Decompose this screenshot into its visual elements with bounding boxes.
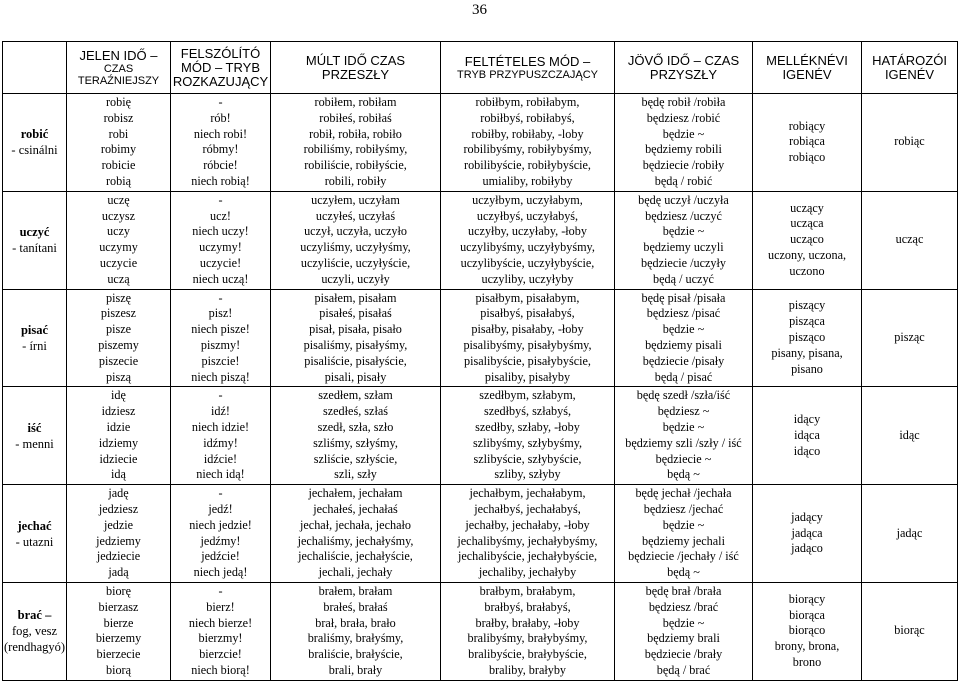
cell-line: jechali, jechały [318, 565, 393, 580]
cell-line: pisany, pisana, [771, 345, 843, 360]
cell-line: niech pisze! [191, 322, 250, 337]
cell-line: idzie [106, 419, 131, 434]
adj-participle-cell [753, 582, 862, 680]
cell-line: robiliśmy, robiłyśmy, [303, 142, 408, 157]
cell-line: jedziecie [96, 549, 141, 564]
cell-line: brałbyś, brałabyś, [484, 599, 571, 614]
cell-line: - tanítani [12, 241, 57, 256]
cell-line: będą ~ [667, 467, 700, 482]
cell-line: jechaliśmy, jechałyśmy, [297, 533, 414, 548]
cell-line: robiąc [894, 134, 925, 149]
cell-line: uczyłeś, uczyłaś [315, 208, 396, 223]
cell-line: - [218, 192, 223, 207]
cell-line: będziemy brali [647, 631, 720, 646]
cell-line: szedł, szła, szło [317, 419, 394, 434]
cell-line: niech uczą! [192, 271, 249, 286]
header-main: HATÁROZÓI IGENÉV [872, 52, 947, 82]
imperative-cell [171, 191, 271, 289]
conjugation-table [2, 41, 958, 681]
cell-line: jadąc [896, 525, 923, 540]
cell-line: szlibyście, szłybyście, [473, 451, 582, 466]
cell-line: - írni [22, 338, 47, 353]
cell-line: robimy [100, 142, 137, 157]
header-past [271, 42, 441, 94]
cell-line: robiłbyś, robiłabyś, [480, 110, 575, 125]
header-empty [3, 42, 67, 94]
cell-line: jadą [108, 565, 129, 580]
cell-line: będzie ~ [662, 322, 705, 337]
cell-line: uczyłby, uczyłaby, -łoby [468, 224, 587, 239]
past-cell [271, 191, 441, 289]
cell-line: pisze [105, 322, 132, 337]
adv-participle-cell [862, 485, 958, 583]
imperative-cell [171, 387, 271, 485]
cell-line: piszcie! [201, 353, 240, 368]
cell-line: uczyć [19, 225, 50, 240]
cell-line: będziemy uczyli [643, 240, 724, 255]
cell-line: uczylibyście, uczyłybyście, [460, 255, 595, 270]
cell-line: niech jedą! [193, 565, 248, 580]
cell-line: będzie ~ [662, 419, 705, 434]
table-row [3, 485, 958, 583]
cell-line: biorąco [788, 623, 826, 638]
cell-line: idąc [899, 427, 920, 442]
cell-line: robiący [788, 118, 826, 133]
header-main: JÖVŐ IDŐ – CZAS PRZYSZŁY [627, 52, 740, 82]
header-imperative [171, 42, 271, 94]
cell-line: jadący [791, 509, 823, 524]
header-adj-participle [753, 42, 862, 94]
cell-line: szliby, szłyby [494, 467, 561, 482]
cell-line: robiłeś, robiłaś [319, 110, 392, 125]
cell-line: robić [20, 127, 49, 142]
cell-line: - [218, 290, 223, 305]
cell-line: braliście, brałyście, [308, 647, 403, 662]
cell-line: uczy [106, 224, 130, 239]
cell-line: idą [111, 467, 126, 482]
cell-line: robiłem, robiłam [314, 95, 397, 109]
cell-line: uczyliśmy, uczyłyśmy, [300, 240, 411, 255]
cell-line: niech idzie! [191, 419, 250, 434]
cell-line: bierzasz [98, 599, 139, 614]
cell-line: uczyliście, uczyłyście, [300, 255, 411, 270]
page-number: 36 [472, 2, 487, 18]
cell-line: będą / robić [654, 173, 713, 188]
cell-line: idziecie [99, 451, 138, 466]
cell-line: szedłby, szłaby, -łoby [475, 419, 580, 434]
cell-line: będą / pisać [654, 369, 713, 384]
adv-participle-cell [862, 94, 958, 192]
cell-line: piszecie [98, 353, 139, 368]
header-adv-participle [862, 42, 958, 94]
table-row [3, 387, 958, 485]
verb-cell [3, 582, 67, 680]
cell-line: jadę [108, 486, 129, 501]
cell-line: róbmy! [202, 142, 239, 157]
cell-line: robicie [101, 158, 136, 173]
cell-line: brony, brona, [774, 639, 840, 654]
imperative-cell [171, 485, 271, 583]
cell-line: będę uczył /uczyła [638, 192, 729, 207]
cell-line: szedłbym, szłabym, [479, 388, 576, 403]
cell-line: jechaliby, jechałyby [478, 565, 577, 580]
adj-participle-cell [753, 94, 862, 192]
cell-line: będziemy szli /szły / iść [625, 435, 742, 450]
cell-line: ucząc [895, 232, 924, 247]
cell-line: jedziesz [98, 501, 139, 516]
cell-line: szli, szły [334, 467, 377, 482]
cell-line: bierzemy [95, 631, 142, 646]
cell-line: brałeś, brałaś [323, 599, 388, 614]
past-cell [271, 485, 441, 583]
cell-line: pisz! [208, 306, 233, 321]
cell-line: pisałbym, pisałabym, [475, 290, 580, 305]
future-cell [615, 94, 753, 192]
cell-line: piszą [105, 369, 132, 384]
cell-line: bierz! [206, 599, 235, 614]
cell-line: - [218, 388, 223, 403]
cell-line: pisząc [894, 330, 925, 345]
present-cell [67, 94, 171, 192]
cell-line: brałem, brałam [318, 583, 393, 598]
adv-participle-cell [862, 582, 958, 680]
cell-line: uczycie! [199, 255, 242, 270]
past-cell [271, 289, 441, 387]
cell-line: będziecie /brały [644, 647, 723, 662]
cell-line: jechałbym, jechałabym, [469, 486, 586, 501]
conditional-cell [441, 94, 615, 192]
cell-line: uczyłbym, uczyłabym, [472, 192, 583, 207]
cell-line: pisali, pisały [324, 369, 387, 384]
cell-line: jechaliście, jechałyście, [298, 549, 413, 564]
table-row [3, 94, 958, 192]
cell-line: bierzmy! [198, 631, 243, 646]
cell-line: niech bierze! [188, 615, 253, 630]
present-cell [67, 289, 171, 387]
past-cell [271, 582, 441, 680]
cell-line: braliśmy, brałyśmy, [307, 631, 404, 646]
cell-line: brali, brały [328, 662, 383, 677]
cell-line: piszący [788, 298, 826, 313]
past-cell [271, 94, 441, 192]
table-row [3, 191, 958, 289]
cell-line: uczony, uczona, [767, 248, 847, 263]
verb-cell [3, 191, 67, 289]
conditional-cell [441, 191, 615, 289]
header-main: FELTÉTELES MÓD – [464, 53, 591, 69]
cell-line: uczę [107, 192, 130, 207]
cell-line: robili, robiły [324, 173, 387, 188]
cell-line: uczący [790, 200, 824, 215]
cell-line: jechał, jechała, jechało [300, 517, 411, 532]
cell-line: bralibyśmy, brałybyśmy, [467, 631, 588, 646]
cell-line: jedźcie! [201, 549, 240, 564]
future-cell [615, 289, 753, 387]
cell-line: niech jedzie! [189, 517, 252, 532]
cell-line: będziemy pisali [645, 337, 722, 352]
cell-line: pisalibyśmy, pisałybyśmy, [463, 337, 592, 352]
cell-line: iść [27, 420, 42, 435]
adv-participle-cell [862, 191, 958, 289]
cell-line: niech uczy! [192, 224, 249, 239]
header-sub: TRYB PRZYPUSZCZAJĄCY [457, 68, 598, 81]
cell-line: brałbym, brałabym, [479, 583, 576, 598]
cell-line: jedzie [103, 517, 134, 532]
cell-line: uczono [789, 263, 825, 278]
cell-line: idę [111, 388, 126, 403]
cell-line: (rendhagyó) [4, 640, 66, 655]
header-main: FELSZÓLÍTÓ MÓD – TRYB ROZKAZUJĄCY [172, 45, 269, 89]
cell-line: bierze [103, 615, 134, 630]
cell-line: będzie ~ [662, 615, 705, 630]
verb-cell [3, 485, 67, 583]
header-future [615, 42, 753, 94]
future-cell [615, 191, 753, 289]
cell-line: biorą [105, 662, 132, 677]
cell-line: idź! [211, 404, 230, 419]
verb-cell [3, 289, 67, 387]
header-row [3, 42, 958, 94]
cell-line: pisał, pisała, pisało [309, 322, 402, 337]
cell-line: będą / uczyć [653, 271, 714, 286]
cell-line: będzie ~ [662, 224, 705, 239]
cell-line: idąca [794, 427, 820, 442]
cell-line: pisałem, pisałam [314, 290, 397, 305]
adj-participle-cell [753, 289, 862, 387]
cell-line: uczyłem, uczyłam [311, 192, 400, 207]
cell-line: pisaliście, pisałyście, [304, 353, 407, 368]
cell-line: umialiby, robiłyby [482, 173, 573, 188]
cell-line: niech biorą! [191, 662, 250, 677]
cell-line: uczycie [99, 255, 138, 270]
imperative-cell [171, 582, 271, 680]
cell-line: fog, vesz [11, 624, 58, 639]
header-sub: CZAS TERAŹNIEJSZY [77, 62, 160, 87]
cell-line: rób! [210, 110, 231, 125]
cell-line: będziesz /jechać [643, 501, 724, 516]
table-row [3, 582, 958, 680]
cell-line: jadąca [791, 525, 823, 540]
verb-cell [3, 94, 67, 192]
cell-line: pisałby, pisałaby, -łoby [471, 322, 584, 337]
cell-line: - [218, 95, 223, 109]
cell-line: ucz! [210, 208, 231, 223]
conditional-cell [441, 387, 615, 485]
imperative-cell [171, 289, 271, 387]
present-cell [67, 582, 171, 680]
cell-line: idziesz [101, 404, 136, 419]
cell-line: róbcie! [203, 158, 238, 173]
cell-line: robiąco [788, 150, 826, 165]
future-cell [615, 582, 753, 680]
cell-line: będziecie /uczyły [641, 255, 726, 270]
cell-line: idźcie! [203, 451, 238, 466]
cell-line: brał, brała, brało [315, 615, 396, 630]
cell-line: uczylibyśmy, uczyłybyśmy, [460, 240, 595, 255]
cell-line: pisałbyś, pisałabyś, [480, 306, 575, 321]
present-cell [67, 485, 171, 583]
cell-line: brono [792, 654, 822, 669]
cell-line: idziemy [98, 435, 139, 450]
cell-line: jedziemy [96, 533, 141, 548]
cell-line: niech robią! [191, 173, 250, 188]
cell-line: jechać [17, 518, 52, 533]
header-conditional [441, 42, 615, 94]
cell-line: ucząca [790, 216, 824, 231]
future-cell [615, 387, 753, 485]
cell-line: robię [105, 95, 132, 109]
cell-line: uczyliby, uczyłyby [481, 271, 574, 286]
cell-line: - csinálni [11, 143, 58, 158]
cell-line: szedłem, szłam [318, 388, 393, 403]
cell-line: - [218, 583, 223, 598]
cell-line: będziesz /brać [648, 599, 719, 614]
cell-line: uczył, uczyła, uczyło [304, 224, 407, 239]
cell-line: uczą [107, 271, 130, 286]
cell-line: pisaliśmy, pisałyśmy, [303, 337, 408, 352]
past-cell [271, 387, 441, 485]
cell-line: jechałby, jechałaby, -łoby [465, 517, 590, 532]
cell-line: niech idą! [196, 467, 245, 482]
conditional-cell [441, 582, 615, 680]
cell-line: będziecie /pisały [642, 353, 725, 368]
cell-line: uczymy! [199, 240, 242, 255]
adj-participle-cell [753, 485, 862, 583]
cell-line: będę jechał /jechała [635, 486, 732, 501]
cell-line: niech piszą! [191, 369, 250, 384]
cell-line: robiliście, robiłyście, [304, 158, 407, 173]
cell-line: będziemy robili [645, 142, 722, 157]
cell-line: robilibyście, robiłybyście, [464, 158, 591, 173]
cell-line: będzie ~ [662, 517, 705, 532]
conditional-cell [441, 289, 615, 387]
header-main: MÚLT IDŐ CZAS PRZESZŁY [305, 52, 406, 82]
cell-line: będę brał /brała [645, 583, 722, 598]
cell-line: pisaliby, pisałyby [484, 369, 571, 384]
cell-line: szliście, szłyście, [313, 451, 398, 466]
cell-line: biorąc [894, 623, 925, 638]
cell-line: będę pisał /pisała [641, 290, 726, 305]
cell-line: robilibyśmy, robiłybyśmy, [463, 142, 592, 157]
cell-line: uczyli, uczyły [321, 271, 390, 286]
cell-line: robią [105, 173, 132, 188]
cell-line: jadąco [791, 541, 823, 556]
cell-line: będą / brać [656, 662, 711, 677]
cell-line: robiłbym, robiłabym, [475, 95, 580, 109]
cell-line: brałby, brałaby, -łoby [475, 615, 580, 630]
cell-line: robisz [103, 110, 134, 125]
cell-line: bralibyście, brałybyście, [468, 647, 587, 662]
cell-line: idąco [793, 443, 821, 458]
present-cell [67, 191, 171, 289]
cell-line: niech robi! [193, 126, 248, 141]
present-cell [67, 387, 171, 485]
cell-line: będziesz /robić [646, 110, 721, 125]
cell-line: będziemy jechali [642, 533, 725, 548]
adj-participle-cell [753, 191, 862, 289]
cell-line: będę robił /robiła [641, 95, 726, 109]
cell-line: jedź! [208, 501, 233, 516]
cell-line: szedłbyś, szłabyś, [484, 404, 571, 419]
header-present [67, 42, 171, 94]
adj-participle-cell [753, 387, 862, 485]
cell-line: bierzecie [96, 647, 141, 662]
cell-line: pisać [20, 322, 49, 337]
cell-line: będę szedł /szła/iść [636, 388, 731, 403]
cell-line: robi [108, 126, 129, 141]
cell-line: będziecie ~ [655, 451, 712, 466]
cell-line: będziecie /jechały / iść [628, 549, 739, 564]
cell-line: jechałbyś, jechałabyś, [474, 501, 581, 516]
cell-line: - [218, 486, 223, 501]
cell-line: jechałeś, jechałaś [313, 501, 398, 516]
cell-line: pisalibyście, pisałybyście, [464, 353, 591, 368]
adv-participle-cell [862, 387, 958, 485]
cell-line: piszemy [98, 337, 139, 352]
cell-line: będziesz /uczyć [645, 208, 722, 223]
cell-line: piszmy! [200, 337, 241, 352]
cell-line: uczyłbyś, uczyłabyś, [476, 208, 579, 223]
cell-line: pisano [791, 361, 823, 376]
cell-line: piszesz [100, 306, 137, 321]
cell-line: uczysz [101, 208, 136, 223]
cell-line: biorący [788, 591, 826, 606]
cell-line: - menni [15, 436, 54, 451]
cell-line: biorąca [789, 607, 825, 622]
table-body [3, 94, 958, 681]
cell-line: jechalibyście, jechałybyście, [457, 549, 598, 564]
cell-line: piszę [105, 290, 132, 305]
future-cell [615, 485, 753, 583]
cell-line: szliśmy, szłyśmy, [313, 435, 398, 450]
cell-line: jedźmy! [200, 533, 241, 548]
cell-line: robiłby, robiłaby, -loby [471, 126, 584, 141]
cell-line: będziecie /robiły [642, 158, 725, 173]
cell-line: bierzcie! [199, 647, 242, 662]
cell-line: robił, robiła, robiło [309, 126, 402, 141]
cell-line: będzie ~ [662, 126, 705, 141]
cell-line: robiąca [789, 134, 825, 149]
table-row [3, 289, 958, 387]
cell-line: biorę [105, 583, 132, 598]
cell-line: będą ~ [667, 565, 700, 580]
cell-line: idźmy! [203, 435, 238, 450]
cell-line: brać – [17, 608, 52, 623]
cell-line: - utazni [15, 534, 54, 549]
cell-line: szedłeś, szłaś [323, 404, 388, 419]
cell-line: będziesz /pisać [646, 306, 721, 321]
cell-line: ucząco [790, 232, 824, 247]
imperative-cell [171, 94, 271, 192]
verb-cell [3, 387, 67, 485]
cell-line: uczymy [99, 240, 138, 255]
cell-line: pisząca [789, 314, 825, 329]
header-main: JELEN IDŐ – [79, 47, 158, 63]
cell-line: pisząco [788, 330, 826, 345]
cell-line: jechałem, jechałam [308, 486, 403, 501]
cell-line: idący [793, 412, 821, 427]
cell-line: jechalibyśmy, jechałybyśmy, [457, 533, 598, 548]
conditional-cell [441, 485, 615, 583]
cell-line: szlibyśmy, szłybyśmy, [472, 435, 583, 450]
cell-line: będziesz ~ [657, 404, 710, 419]
header-main: MELLÉKNÉVI IGENÉV [766, 52, 848, 82]
adv-participle-cell [862, 289, 958, 387]
cell-line: pisałeś, pisałaś [319, 306, 392, 321]
cell-line: braliby, brałyby [488, 662, 567, 677]
